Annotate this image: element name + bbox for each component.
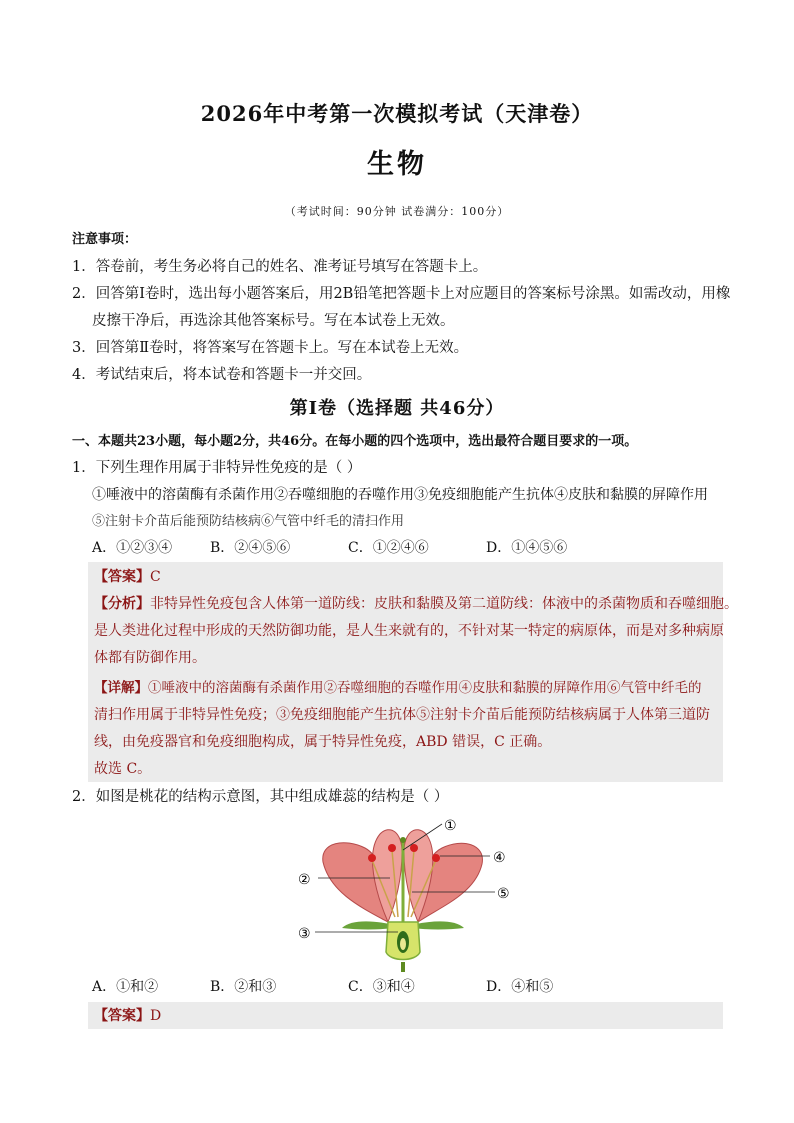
anther-dot	[432, 854, 440, 862]
anther-dot	[388, 844, 396, 852]
figure-label-4: ④	[493, 850, 506, 866]
q1-detail-tag: 【详解】	[94, 680, 148, 696]
note-item-3: 3．回答第Ⅱ卷时，将答案写在答题卡上。写在本试卷上无效。	[72, 340, 469, 356]
note-item-1: 1．答卷前，考生务必将自己的姓名、准考证号填写在答题卡上。	[72, 259, 488, 275]
q1-answer	[94, 566, 161, 586]
note-item-2-cont: 皮擦干净后，再选涂其他答案标号。写在本试卷上无效。	[92, 313, 455, 329]
q1-option-d: D．①④⑤⑥	[486, 540, 568, 556]
anther-dot	[410, 844, 418, 852]
q1-detail-1	[94, 676, 702, 696]
q2-option-c: C．③和④	[348, 979, 415, 995]
figure-label-1: ①	[444, 818, 457, 834]
q1-analysis-text-1: 非特异性免疫包含人体第一道防线：皮肤和黏膜及第二道防线：体液中的杀菌物质和吞噬细胞。	[150, 596, 738, 612]
q2-answer-box	[88, 1002, 723, 1029]
section-title: 第Ⅰ卷（选择题 共46分）	[289, 398, 505, 419]
q1-analysis-tag: 【分析】	[94, 596, 150, 612]
note-item-2: 2．回答第Ⅰ卷时，选出每小题答案后，用2B铅笔把答题卡上对应题目的答案标号涂黑。如需改动，用橡	[72, 286, 731, 302]
sepal-right	[412, 921, 464, 929]
peach-flower-diagram	[290, 812, 520, 972]
q2-option-a: A．①和②	[92, 979, 159, 995]
q1-statements-1: ①唾液中的溶菌酶有杀菌作用②吞噬细胞的吞噬作用③免疫细胞能产生抗体④皮肤和黏膜的屏障作用	[92, 487, 708, 503]
subject-title: 生物	[367, 149, 427, 180]
section-instruction: 一、本题共23小题，每小题2分，共46分。在每小题的四个选项中，选出最符合题目要求的一项。	[72, 434, 638, 449]
q1-detail-text-1: ①唾液中的溶菌酶有杀菌作用②吞噬细胞的吞噬作用④皮肤和黏膜的屏障作用⑥气管中纤毛的	[148, 680, 702, 696]
q2-answer-tag: 【答案】	[94, 1008, 150, 1024]
exam-title: 2026年中考第一次模拟考试（天津卷）	[200, 101, 594, 126]
q1-analysis-2: 是人类进化过程中形成的天然防御功能，是人生来就有的，不针对某一特定的病原体，而是对多种病原	[94, 623, 724, 639]
q1-stem: 1．下列生理作用属于非特异性免疫的是（ ）	[72, 460, 362, 476]
q1-answer-value: C	[150, 569, 161, 585]
figure-label-5: ⑤	[497, 886, 510, 902]
q1-statements-2: ⑤注射卡介苗后能预防结核病⑥气管中纤毛的清扫作用	[92, 514, 405, 529]
q1-answer-tag: 【答案】	[94, 569, 150, 585]
q2-option-d: D．④和⑤	[486, 979, 554, 995]
notes-heading: 注意事项：	[72, 232, 138, 247]
q1-detail-3: 线，由免疫器官和免疫细胞构成，属于特异性免疫，ABD 错误，C 正确。	[94, 734, 552, 750]
note-item-4: 4．考试结束后，将本试卷和答题卡一并交回。	[72, 367, 372, 383]
q2-stem: 2．如图是桃花的结构示意图，其中组成雄蕊的结构是（ ）	[72, 789, 449, 805]
q1-option-b: B．②④⑤⑥	[210, 540, 291, 556]
q1-option-c: C．①②④⑥	[348, 540, 429, 556]
q1-option-a: A．①②③④	[92, 540, 173, 556]
figure-label-3: ③	[298, 926, 311, 942]
q2-option-b: B．②和③	[210, 979, 277, 995]
q1-detail-4: 故选 C。	[94, 761, 152, 777]
q2-answer	[94, 1005, 161, 1025]
q1-detail-2: 清扫作用属于非特异性免疫；③免疫细胞能产生抗体⑤注射卡介苗后能预防结核病属于人体第三道防	[94, 707, 710, 723]
figure-label-2: ②	[298, 872, 311, 888]
sepal-left	[342, 921, 394, 929]
pistil-stigma	[400, 837, 406, 843]
q1-analysis-3: 体都有防御作用。	[94, 650, 206, 666]
exam-info: （考试时间：90分钟 试卷满分：100分）	[284, 205, 510, 218]
q1-analysis-1	[94, 593, 738, 613]
anther-dot	[368, 854, 376, 862]
q2-answer-value: D	[150, 1008, 162, 1024]
